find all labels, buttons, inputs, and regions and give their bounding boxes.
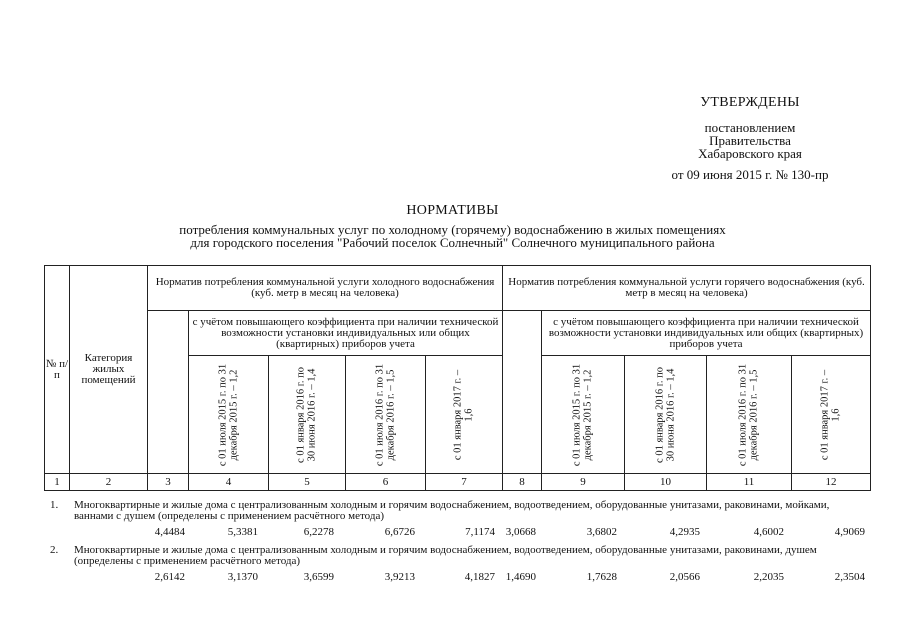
header-hot-period-3: с 01 июля 2016 г. по 31 декабря 2016 г. – 1,5 [707,356,792,474]
col-number: 9 [542,474,625,491]
value-cell: 3,6599 [303,571,334,583]
col-number: 6 [346,474,426,491]
value-cell: 6,6726 [384,526,415,538]
col-number: 2 [70,474,148,491]
col-number: 3 [148,474,189,491]
header-category: Категория жилых помещений [70,266,148,474]
value-cell: 1,4690 [505,571,536,583]
approval-line-3: Хабаровского края [698,146,802,161]
header-hot-period-4: с 01 января 2017 г. – 1,6 [792,356,871,474]
value-cell: 3,0668 [505,526,536,538]
value-cell: 4,4484 [154,526,185,538]
value-cell: 3,9213 [384,571,415,583]
header-cold-period-4: с 01 января 2017 г. – 1,6 [426,356,503,474]
col-number: 1 [45,474,70,491]
value-cell: 6,2278 [303,526,334,538]
value-cell: 3,1370 [227,571,258,583]
header-cold-period-2: с 01 января 2016 г. по 30 июня 2016 г. – 1,4 [269,356,346,474]
approval-title: УТВЕРЖДЕНЫ [700,95,800,110]
header-hot-period-2: с 01 января 2016 г. по 30 июня 2016 г. – 1,4 [625,356,707,474]
row-number: 2. [50,544,59,556]
header-cold-water: Норматив потребления коммунальной услуги холодного водоснабжения (куб. метр в месяц на человека) [148,266,503,311]
value-cell: 4,1827 [464,571,495,583]
header-cold-base [148,311,189,474]
approval-date: от 09 июня 2015 г. № 130-пр [671,167,829,182]
row-values [44,572,870,585]
col-number: 8 [503,474,542,491]
header-hot-period-1: с 01 июля 2015 г. по 31 декабря 2015 г. – 1,2 [542,356,625,474]
value-cell: 2,6142 [154,571,185,583]
col-number: 4 [189,474,269,491]
norms-table-header [44,265,871,491]
subtitle-line-1: потребления коммунальных услуг по холодному (горячему) водоснабжению в жилых помещениях [179,222,726,237]
value-cell: 2,0566 [669,571,700,583]
value-cell: 4,2935 [669,526,700,538]
header-hot-water: Норматив потребления коммунальной услуги горячего водоснабжения (куб. метр в месяц на человека) [503,266,871,311]
document-subtitle [0,223,905,249]
value-cell: 5,3381 [227,526,258,538]
approval-block [600,96,900,181]
value-cell: 3,6802 [586,526,617,538]
value-cell: 4,6002 [753,526,784,538]
approval-line-1: постановлением [704,120,796,135]
header-num: № п/п [45,266,70,474]
col-number: 12 [792,474,871,491]
col-number: 5 [269,474,346,491]
value-cell: 7,1174 [465,526,495,538]
header-cold-coefficient: с учётом повышающего коэффициента при наличии технической возможности установки индивидуальных или общих (квартирных) приборов учета [189,311,503,356]
header-cold-period-1: с 01 июля 2015 г. по 31 декабря 2015 г. – 1,2 [189,356,269,474]
value-cell: 2,3504 [834,571,865,583]
document-title: НОРМАТИВЫ [406,203,499,218]
row-description: Многоквартирные и жилые дома с централизованным холодным и горячим водоснабжением, водоотведением, оборудованные унитазами, раковинами, душем (определены с применением расчётного метода) [74,544,817,567]
row-number: 1. [50,499,59,511]
header-hot-coefficient: с учётом повышающего коэффициента при наличии технической возможности установки индивидуальных или общих (квартирных) приборов учета [542,311,871,356]
value-cell: 4,9069 [834,526,865,538]
col-number: 7 [426,474,503,491]
row-description: Многоквартирные и жилые дома с централизованным холодным и горячим водоснабжением, водоотведением, оборудованные унитазами, раковинами, мойками, ваннами с душем (определены с применением расчётного метода) [74,499,830,522]
col-number: 11 [707,474,792,491]
value-cell: 2,2035 [753,571,784,583]
value-cell: 1,7628 [586,571,617,583]
col-number: 10 [625,474,707,491]
header-cold-period-3: с 01 июля 2016 г. по 31 декабря 2016 г. – 1,5 [346,356,426,474]
subtitle-line-2: для городского поселения "Рабочий поселок Солнечный" Солнечного муниципального района [190,235,715,250]
header-hot-base [503,311,542,474]
approval-line-2: Правительства [709,133,791,148]
row-values [44,527,870,540]
